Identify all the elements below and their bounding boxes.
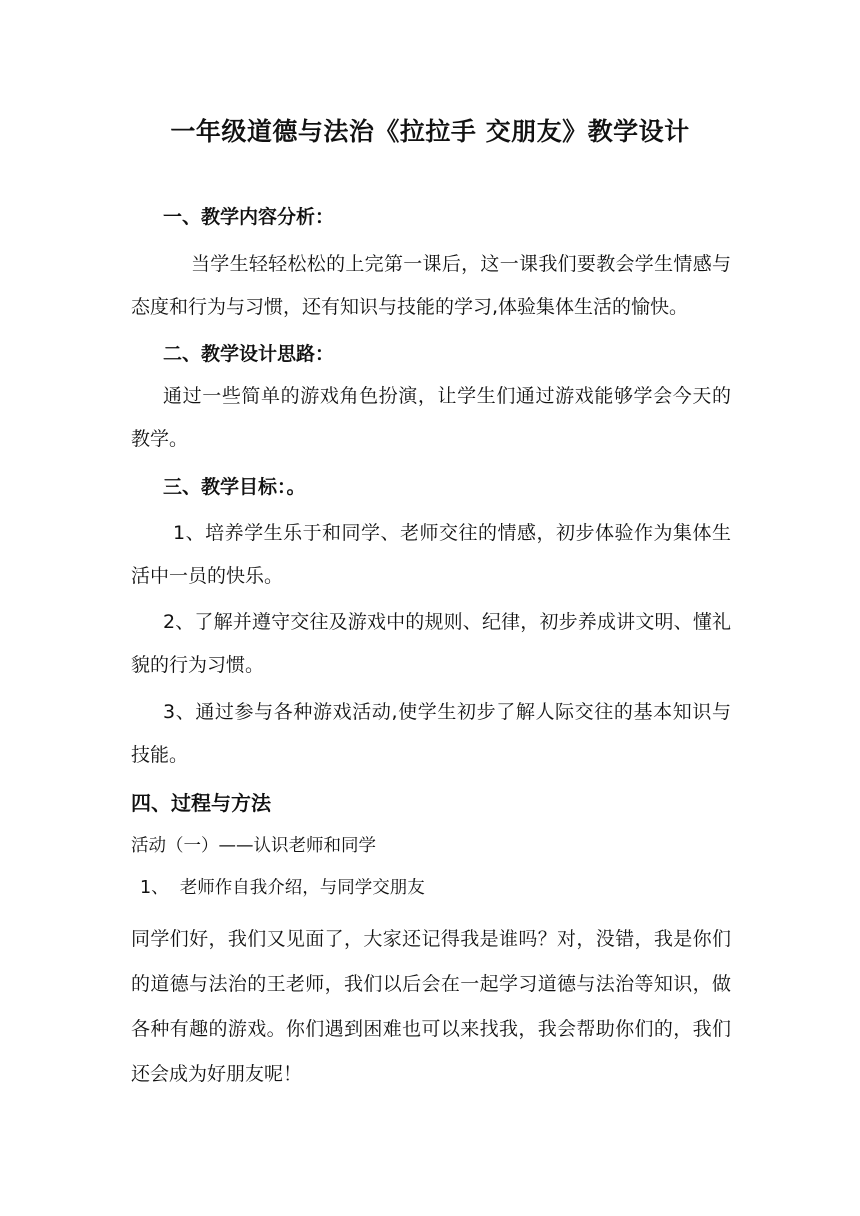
section-1-paragraph: 当学生轻轻松松的上完第一课后，这一课我们要教会学生情感与态度和行为与习惯，还有知识与技能的学习,体验集体生活的愉快。	[131, 253, 731, 318]
section-3-heading: 三、教学目标：。	[163, 476, 306, 498]
section-1-heading: 一、教学内容分析：	[163, 206, 335, 228]
activity-1-speech: 同学们好，我们又见面了，大家还记得我是谁吗？对，没错，我是你们的道德与法治的王老师，我们以后会在一起学习道德与法治等知识，做各种有趣的游戏。你们遇到困难也可以来找我，我会帮助你们的，我们还会成为好朋友呢！	[131, 928, 731, 1085]
section-4-heading: 四、过程与方法	[131, 791, 271, 815]
activity-1-step-1: 1、 老师作自我介绍，与同学交朋友	[140, 878, 425, 898]
document-title: 一年级道德与法治《拉拉手 交朋友》教学设计	[170, 117, 690, 146]
activity-1-title: 活动（一）——认识老师和同学	[131, 836, 376, 856]
goal-item-3: 3、通过参与各种游戏活动,使学生初步了解人际交往的基本知识与技能。	[131, 701, 731, 766]
section-2-heading: 二、教学设计思路：	[163, 343, 335, 365]
goal-item-1: 1、培养学生乐于和同学、老师交往的情感，初步体验作为集体生活中一员的快乐。	[131, 522, 731, 587]
goal-item-2: 2、了解并遵守交往及游戏中的规则、纪律，初步养成讲文明、懂礼貌的行为习惯。	[131, 611, 731, 676]
section-2-paragraph: 通过一些简单的游戏角色扮演，让学生们通过游戏能够学会今天的教学。	[131, 385, 731, 450]
